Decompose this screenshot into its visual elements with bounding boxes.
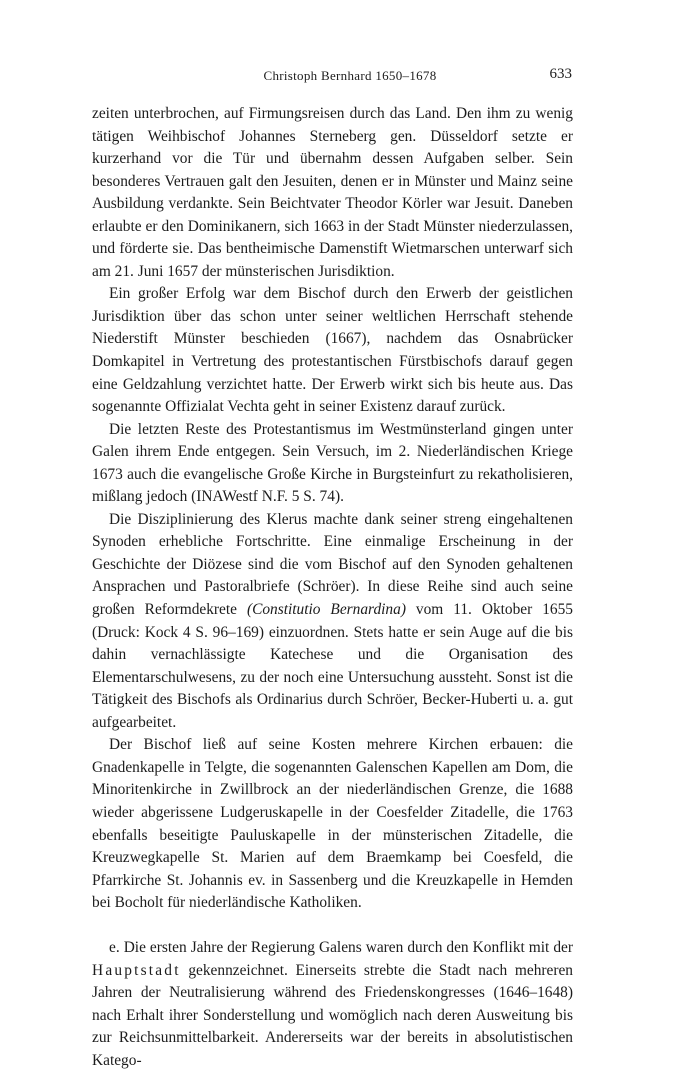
paragraph-6-part-b: gekennzeichnet. Einerseits strebte die Stadt nach mehreren Jahren der Neutralisierung während des Friedenskongresses (1646–1648) nach Erhalt ihrer Sonderstellung und womöglich nach deren Ausweitung bis zur Reichsunmittelbarkeit. Andererseits war der bereits in absolutistischen Katego- [92, 961, 573, 1069]
paragraph-5: Der Bischof ließ auf seine Kosten mehrere Kirchen erbauen: die Gnadenkapelle in Telgte, die sogenannten Galenschen Kapellen am Dom, die Minoritenkirche in Zwillbrock an der niederländischen Grenze, die 1688 wieder abgerissene Ludgeruskapelle in der Coesfelder Zitadelle, die 1763 ebenfalls beseitigte Pauluskapelle in der münsterischen Zitadelle, die Kreuzwegkapelle St. Marien auf dem Braemkamp bei Coesfeld, die Pfarrkirche St. Johannis ev. in Sassenberg und die Kreuzkapelle in Hemden bei Bocholt für niederländische Katholiken. [92, 736, 573, 912]
paragraph-4 [92, 509, 573, 734]
body-text [92, 103, 573, 1072]
running-head: Christoph Bernhard 1650–1678 [263, 68, 437, 83]
paragraph-1: zeiten unterbrochen, auf Firmungsreisen durch das Land. Den ihm zu wenig tätigen Weihbischof Johannes Sterneberg gen. Düsseldorf setzte er kurzerhand vor die Tür und übernahm dessen Aufgaben selber. Sein besonderes Vertrauen galt den Jesuiten, denen er in Münster und Mainz seine Ausbildung verdankte. Sein Beichtvater Theodor Körler war Jesuit. Daneben erlaubte er den Dominikanern, sich 1663 in der Stadt Münster niederzulassen, und förderte sie. Das bentheimische Damenstift Wietmarschen unterwarf sich am 21. Juni 1657 der münsterischen Jurisdiktion. [92, 105, 573, 280]
paragraph-6-part-a: e. Die ersten Jahre der Regierung Galens waren durch den Konflikt mit der [109, 939, 573, 957]
hauptstadt-emphasis: Hauptstadt [92, 961, 181, 979]
paragraph-2: Ein großer Erfolg war dem Bischof durch den Erwerb der geistlichen Jurisdiktion über das schon unter seiner weltlichen Herrschaft stehende Niederstift Münster beschieden (1667), nachdem das Osnabrücker Domkapitel in Vertretung des protestantischen Fürstbischofs darauf gegen eine Geldzahlung verzichtet hatte. Der Erwerb wirkt sich bis heute aus. Das sogenannte Offizialat Vechta geht in seiner Existenz darauf zurück. [92, 285, 573, 416]
constitutio-bernardina-title: (Constitutio Bernardina) [246, 601, 406, 619]
paragraph-3: Die letzten Reste des Protestantismus im Westmünsterland gingen unter Galen ihrem Ende entgegen. Sein Versuch, im 2. Niederländischen Kriege 1673 auch die evangelische Große Kirche in Burgsteinfurt zu rekatholisieren, mißlang jedoch (INAWestf N.F. 5 S. 74). [92, 420, 573, 506]
page-number: 633 [549, 66, 572, 82]
paragraph-4-part-a: Die Disziplinierung des Klerus machte dank seiner streng eingehaltenen Synoden erhebliche Fortschritte. Eine einmalige Erscheinung in der Geschichte der Diözese sind die vom Bischof auf den Synoden gehaltenen Ansprachen und Pastoralbriefe (Schröer). In diese Reihe sind auch seine großen Reformdekrete [92, 510, 573, 619]
paragraph-4-part-b: vom 11. Oktober 1655 (Druck: Kock 4 S. 96–169) einzuordnen. Stets hatte er sein Auge auf die bis dahin vernachlässigte Katechese und die Organisation des Elementarschulwesens, zu der noch eine Untersuchung aussteht. Sonst ist die Tätigkeit des Bischofs als Ordinarius durch Schröer, Becker-Huberti u. a. gut aufgearbeitet. [92, 601, 573, 731]
page-header [0, 66, 700, 86]
paragraph-6 [92, 937, 573, 1072]
